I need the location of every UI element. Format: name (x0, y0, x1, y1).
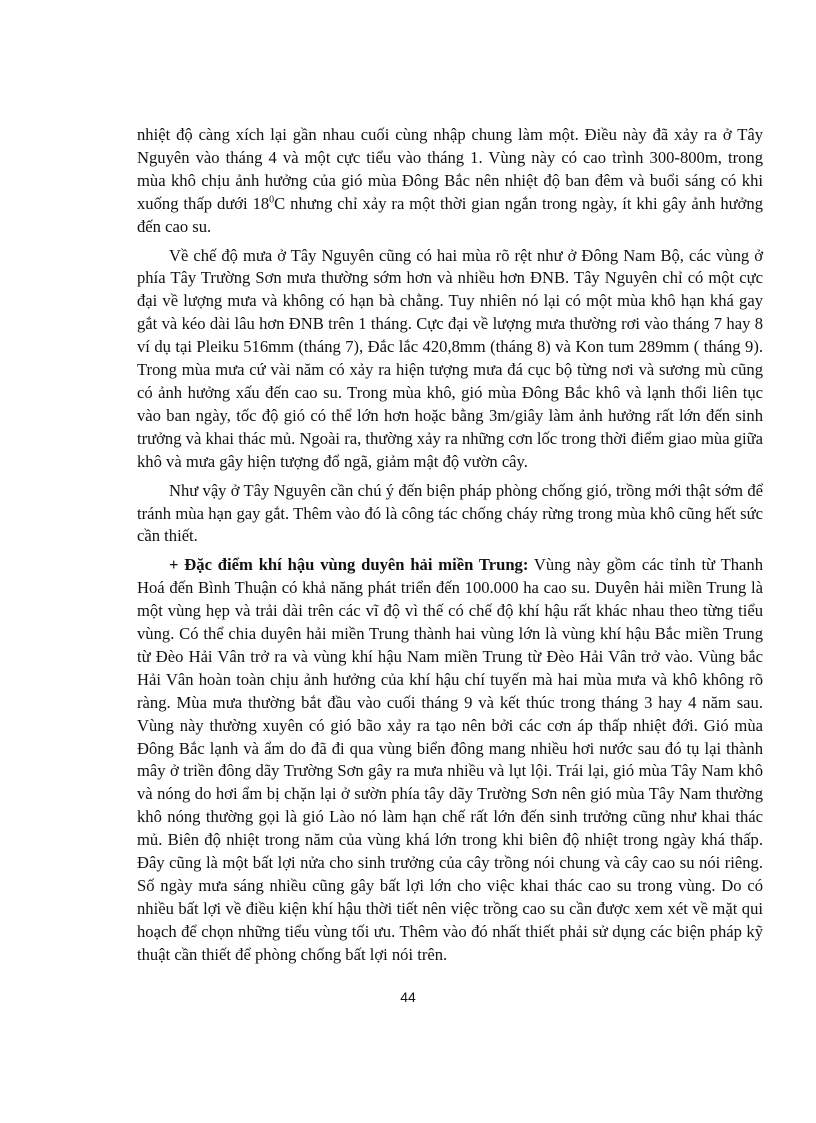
document-page (137, 124, 763, 973)
paragraph-central-coast (137, 554, 763, 966)
paragraph-temperature (137, 124, 763, 239)
page-number: 44 (400, 989, 416, 1005)
paragraph-rainfall: Về chế độ mưa ở Tây Nguyên cũng có hai mùa rõ rệt như ở Đông Nam Bộ, các vùng ở phía Tây Trường Sơn mưa thường sớm hơn và nhiều hơn ĐNB. Tây Nguyên chỉ có một cực đại về lượng mưa và không có hạn bà chằng. Tuy nhiên nó lại có một mùa khô hạn khá gay gắt và kéo dài lâu hơn ĐNB trên 1 tháng. Cực đại về lượng mưa thường rơi vào tháng 7 hay 8 ví dụ tại Pleiku 516mm (tháng 7), Đắc lắc 420,8mm (tháng 8) và Kon tum 289mm ( tháng 9). Trong mùa mưa cứ vài năm có xảy ra hiện tượng mưa đá cục bộ từng nơi và sương mù cũng có ảnh hưởng xấu đến cao su. Trong mùa khô, gió mùa Đông Bắc khô và lạnh thổi liên tục vào ban ngày, tốc độ gió có thể lớn hơn hoặc bằng 3m/giây làm ảnh hưởng rất lớn đến sinh trưởng và khai thác mủ. Ngoài ra, thường xảy ra những cơn lốc trong thời điểm giao mùa giữa khô và mưa gây hiện tượng đổ ngã, giảm mật độ vườn cây. (137, 245, 763, 471)
paragraph-central-coast-body: Vùng này gồm các tỉnh từ Thanh Hoá đến Bình Thuận có khả năng phát triển đến 100.000 ha cao su. Duyên hải miền Trung là một vùng hẹp và trải dài trên các vĩ độ vì thế có chế độ khí hậu rất khác nhau theo từng tiểu vùng. Có thể chia duyên hải miền Trung thành hai vùng lớn là vùng khí hậu Bắc miền Trung từ Đèo Hải Vân trở ra và vùng khí hậu Nam miền Trung từ Đèo Hải Vân trở vào. Vùng bắc Hải Vân hoàn toàn chịu ảnh hưởng của khí hậu chí tuyến mà hai mùa mưa và khô không rõ ràng. Mùa mưa thường bắt đầu vào cuối tháng 9 và kết thúc trong tháng 3 hay 4 năm sau. Vùng này thường xuyên có gió bão xảy ra tạo nên bởi các cơn áp thấp nhiệt đới. Gió mùa Đông Bắc lạnh và ẩm do đã đi qua vùng biển đông mang nhiều hơi nước sau đó tụ lại thành mây ở triền đông dãy Trường Sơn gây ra mưa nhiều và lụt lội. Trái lại, gió mùa Tây Nam khô và nóng do hơi ẩm bị chặn lại ở sườn phía tây dãy Trường Sơn nên gió mùa Tây Nam thường khô nóng thường gọi là gió Lào nó làm hạn chế rất lớn đến sinh trưởng cũng như khai thác mủ. Biên độ nhiệt trong năm của vùng khá lớn trong khi biên độ nhiệt trong ngày khá thấp. Đây cũng là một bất lợi nửa cho sinh trưởng của cây trồng nói chung và cây cao su nói riêng. Số ngày mưa sáng nhiều cũng gây bất lợi lớn cho việc khai thác cao su trong vùng. Do có nhiều bất lợi về điều kiện khí hậu thời tiết nên việc trồng cao su cần được xem xét về mặt qui hoạch để chọn những tiểu vùng tối ưu. Thêm vào đó nhất thiết phải sử dụng các biện pháp kỹ thuật cần thiết để phòng chống bất lợi nói trên. (137, 555, 763, 964)
section-heading-central-coast: + Đặc điểm khí hậu vùng duyên hải miền Trung: (169, 555, 529, 575)
paragraph-temperature-text: nhiệt độ càng xích lại gần nhau cuối cùng nhập chung làm một. Điều này đã xảy ra ở Tây Nguyên vào tháng 4 và một cực tiểu vào tháng 1. Vùng này có cao trình 300-800m, trong mùa khô chịu ảnh hưởng của gió mùa Đông Bắc nên nhiệt độ ban đêm và buổi sáng có khi xuống thấp dưới 18 (137, 125, 763, 213)
paragraph-recommendations: Như vậy ở Tây Nguyên cần chú ý đến biện pháp phòng chống gió, trồng mới thật sớm để tránh mùa hạn gay gắt. Thêm vào đó là công tác chống cháy rừng trong mùa khô cũng hết sức cần thiết. (137, 480, 763, 546)
degree-superscript: 0 (269, 194, 275, 206)
paragraph-temperature-text-end: C nhưng chỉ xảy ra một thời gian ngắn trong ngày, ít khi gây ảnh hưởng đến cao su. (137, 193, 763, 236)
